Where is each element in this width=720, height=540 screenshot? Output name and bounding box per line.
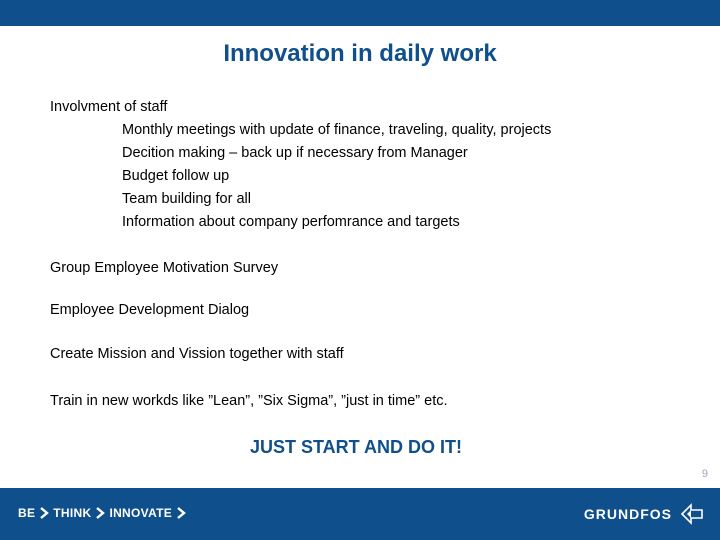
footer-tagline bbox=[18, 506, 186, 520]
involvement-item: Budget follow up bbox=[122, 168, 230, 184]
tagline-think: THINK bbox=[53, 506, 92, 520]
involvement-item: Monthly meetings with update of finance, traveling, quality, projects bbox=[122, 122, 552, 138]
grundfos-logo-icon bbox=[678, 501, 708, 527]
involvement-item: Information about company perfomrance and targets bbox=[122, 214, 460, 230]
tagline-innovate: INNOVATE bbox=[109, 506, 173, 520]
section-involvement: Involvment of staff bbox=[50, 99, 168, 115]
slide-title: Innovation in daily work bbox=[223, 40, 497, 67]
header-bar bbox=[0, 0, 720, 26]
tagline-be: BE bbox=[18, 506, 36, 520]
involvement-item: Team building for all bbox=[122, 191, 251, 207]
section-survey: Group Employee Motivation Survey bbox=[50, 260, 279, 276]
section-dialog: Employee Development Dialog bbox=[50, 302, 250, 318]
brand-logo bbox=[584, 501, 708, 527]
chevron-right-icon bbox=[39, 507, 49, 519]
footer-bar bbox=[0, 488, 720, 540]
page-number: 9 bbox=[701, 468, 708, 480]
section-mission: Create Mission and Vission together with staff bbox=[50, 346, 344, 362]
section-train: Train in new workds like ”Lean”, ”Six Sigma”, ”just in time” etc. bbox=[50, 393, 448, 409]
involvement-item: Decition making – back up if necessary from Manager bbox=[122, 145, 468, 161]
chevron-right-icon bbox=[176, 507, 186, 519]
brand-wordmark: GRUNDFOS bbox=[583, 506, 672, 522]
chevron-right-icon bbox=[95, 507, 105, 519]
call-to-action: JUST START AND DO IT! bbox=[250, 437, 462, 457]
slide-body bbox=[50, 96, 690, 413]
